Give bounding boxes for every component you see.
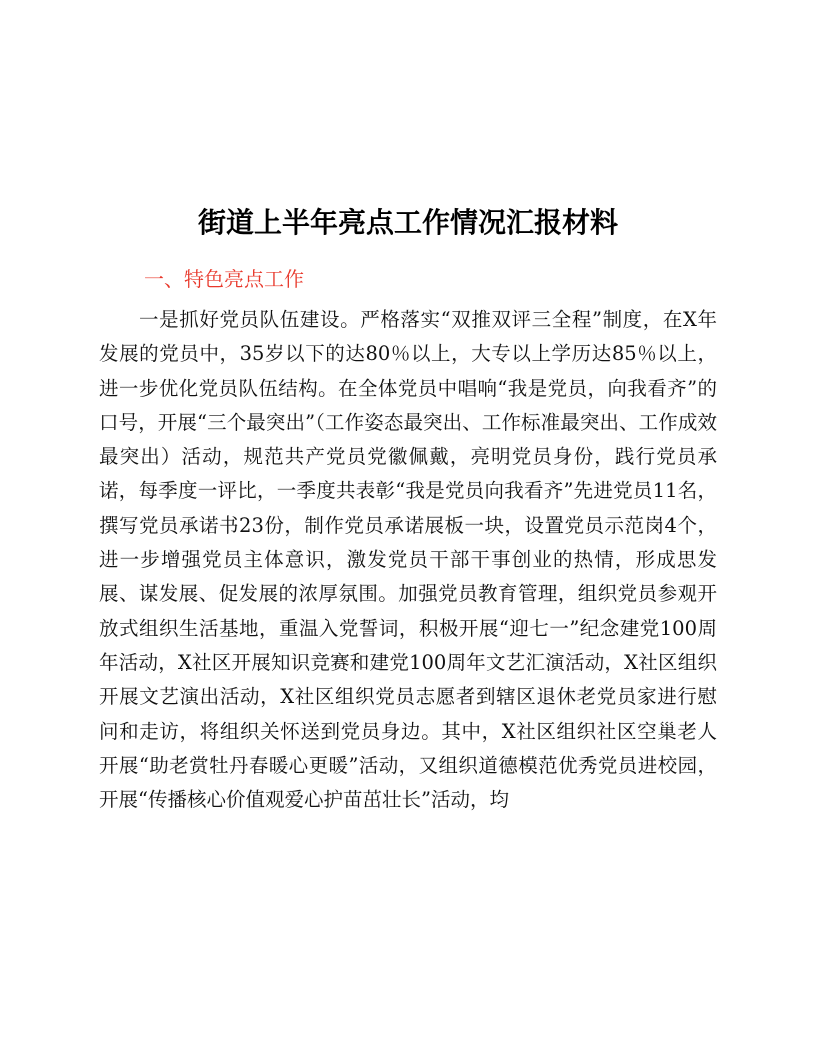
body-paragraph: 一是抓好党员队伍建设。严格落实“双推双评三全程”制度，在X年发展的党员中，35岁以下的达80％以上，大专以上学历达85％以上，进一步优化党员队伍结构。在全体党员中唱响“我是党员，向我看齐”的口号，开展“三个最突出”（工作姿态最突出、工作标准最突出、工作成效最突出）活动，规范共产党员党徽佩戴，亮明党员身份，践行党员承诺，每季度一评比，一季度共表彰“我是党员向我看齐”先进党员11名，撰写党员承诺书23份，制作党员承诺展板一块，设置党员示范岗4个，进一步增强党员主体意识，激发党员干部干事创业的热情，形成思发展、谋发展、促发展的浓厚氛围。加强党员教育管理，组织党员参观开放式组织生活基地，重温入党誓词，积极开展“迎七一”纪念建党100周年活动，X社区开展知识竞赛和建党100周年文艺汇演活动，X社区组织开展文艺演出活动，X社区组织党员志愿者到辖区退休老党员家进行慰问和走访，将组织关怀送到党员身边。其中，X社区组织社区空巢老人开展“助老赏牡丹春暖心更暖”活动，又组织道德模范优秀党员进校园，开展“传播核心价值观爱心护苗茁壮长”活动，均 — [99, 308, 717, 812]
section-heading: 一、特色亮点工作 — [144, 267, 304, 291]
document-title: 街道上半年亮点工作情况汇报材料 — [197, 206, 618, 239]
